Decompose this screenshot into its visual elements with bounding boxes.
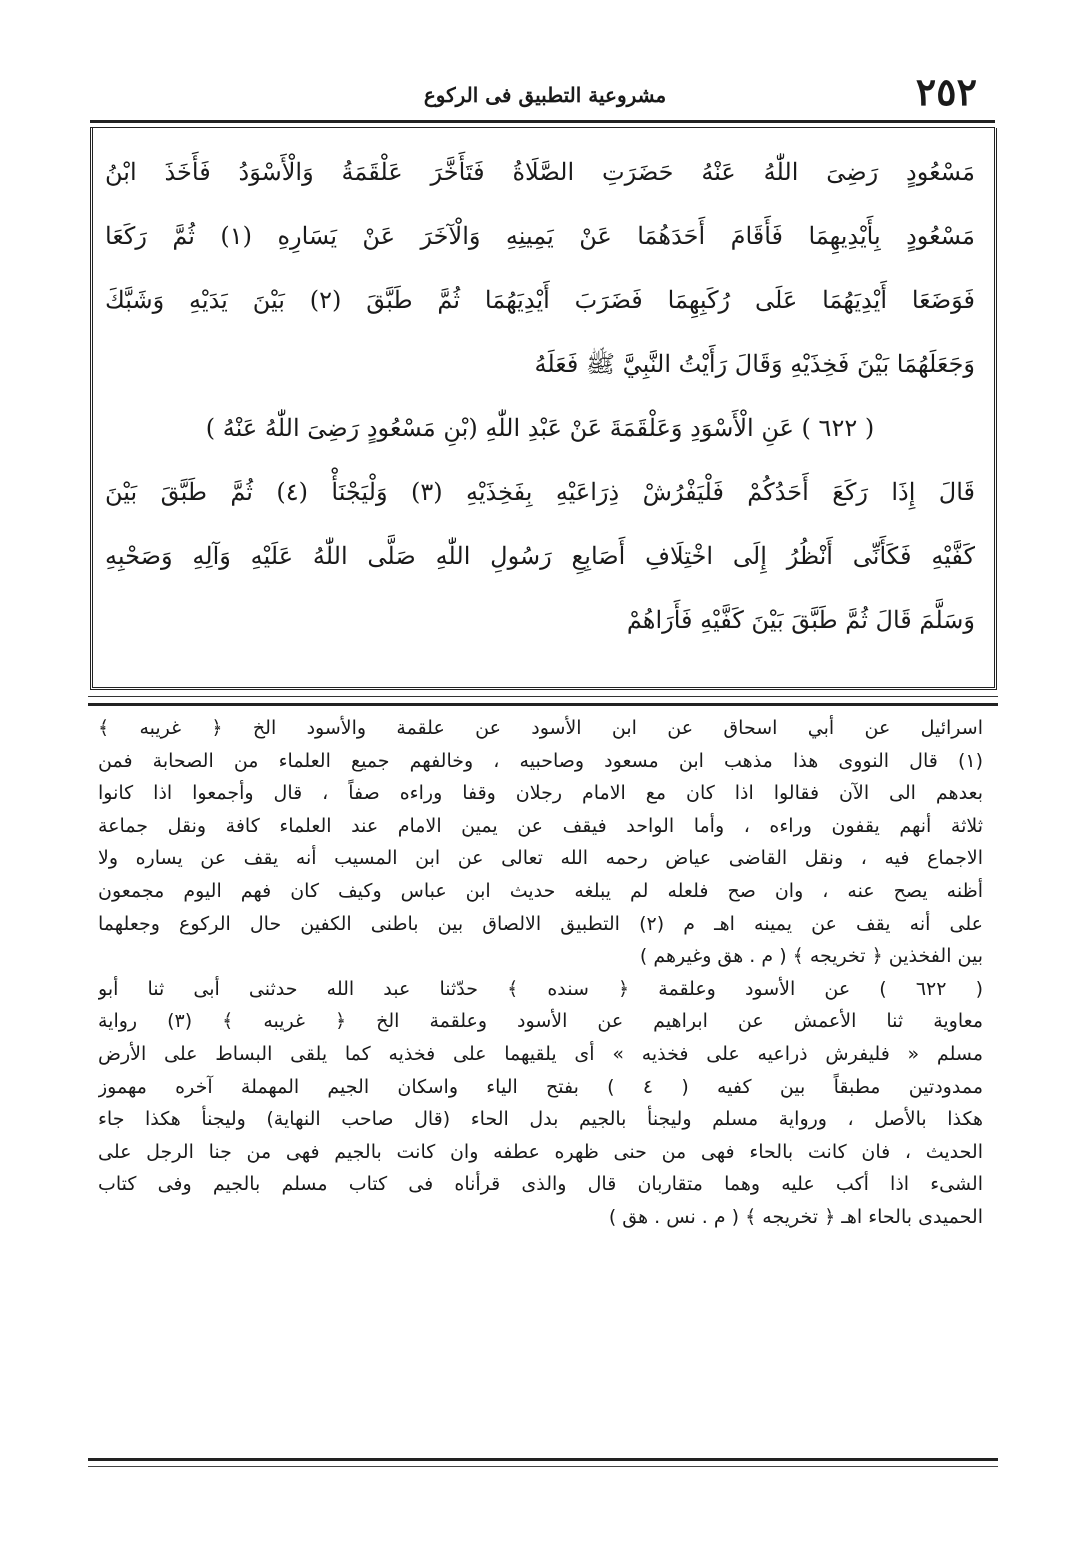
commentary-line: الشىء اذا أكب عليه وهما متقاربان قال والذى قرأناه فى كتاب مسلم بالجيم وفى كتاب — [98, 1173, 983, 1196]
commentary-line: الحديث ، فان كانت بالحاء فهى من حنى ظهره عطفه وان كانت بالجيم فهى من جنا الرجل على — [98, 1140, 983, 1163]
commentary-line: معاوية ثنا الأعمش عن ابراهيم عن الأسود وعلقمة الخ ﴿ غريبه ﴾ (٣) رواية — [98, 1010, 983, 1033]
hadith-line: قَالَ إِذَا رَكَعَ أَحَدُكُمْ فَلْيَفْرُشْ ذِرَاعَيْهِ بِفَخِذَيْهِ (٣) وَلْيَجْنَأْ (٤) ثُمَّ طَبَّقَ بَيْنَ — [105, 478, 975, 506]
hadith-line: فَوَضَعَا أَيْدِيَهُمَا عَلَى رُكَبِهِمَا فَضَرَبَ أَيْدِيَهُمَا ثُمَّ طَبَّقَ (٢) بَيْنَ يَدَيْهِ وَشَبَّكَ — [105, 286, 975, 314]
commentary-line: اسرائيل عن أبي اسحاق عن ابن الأسود عن علقمة والأسود الخ ﴿ غريبه ﴾ — [98, 717, 983, 739]
commentary-line: ممدودتين مطبقاً بين كفيه ( ٤ ) بفتح الياء واسكان الجيم المهملة آخره مهموز — [98, 1075, 983, 1098]
commentary-line: الاجماع فيه ، ونقل القاضى عياض رحمه الله تعالى عن ابن المسيب أنه يقف عن يساره ولا — [98, 847, 983, 870]
hadith-line: وَجَعَلَهُمَا بَيْنَ فَخِذَيْهِ وَقَالَ رَأَيْتُ النَّبِيَّ ﷺ فَعَلَهُ — [534, 350, 975, 378]
hadith-line: مَسْعُودٍ بِأَيْدِيهِمَا فَأَقَامَ أَحَدَهُمَا عَنْ يَمِينِهِ وَالْآخَرَ عَنْ يَسَارِهِ (١) ثُمَّ رَكَعَا — [105, 222, 975, 250]
bottom-rule — [88, 1458, 998, 1467]
commentary-line: (١) قال النووى هذا مذهب ابن مسعود وصاحبيه ، وخالفهم جميع العلماء من الصحابة فمن — [98, 749, 983, 772]
commentary-line: مسلم « فليفرش ذراعيه على فخذيه » أى يلقيهما على فخذيه كما يلقى البساط على الأرض — [98, 1042, 983, 1065]
commentary-line: ثلاثة أنهم يقفون وراءه ، وأما الواحد فيقف عن يمين الامام عند العلماء كافة ونقل جماعة — [98, 814, 983, 837]
page-header — [95, 68, 995, 116]
hadith-line: وَسَلَّمَ قَالَ ثُمَّ طَبَّقَ بَيْنَ كَفَّيْهِ فَأَرَاهُمْ — [626, 606, 975, 634]
commentary-line: على أنه يقف عن يمينه اهـ م (٢) التطبيق الالصاق بين باطنى الكفين حال الركوع وجعلهما — [98, 912, 983, 935]
section-divider — [88, 696, 998, 706]
hadith-line: كَفَّيْهِ فَكَأَنِّى أَنْظُرُ إِلَى اخْتِلَافِ أَصَابِعِ رَسُولِ اللّٰهِ صَلَّى اللّٰهُ عَلَيْهِ وَآلِهِ وَصَحْبِهِ — [105, 542, 975, 570]
hadith-heading-line: ( ٦٢٢ ) عَنِ الْأَسْوَدِ وَعَلْقَمَةَ عَنْ عَبْدِ اللّٰهِ (بْنِ مَسْعُودٍ رَضِىَ اللّٰهُ عَنْهُ ) — [205, 414, 875, 442]
commentary-block — [98, 712, 983, 1234]
commentary-line: هكذا بالأصل ، ورواية مسلم وليجنأ بالجيم بدل الحاء (قال صاحب النهاية) وليجنأ هكذا جاء — [98, 1108, 983, 1131]
top-rule — [90, 120, 995, 128]
hadith-text-block — [105, 140, 975, 652]
running-title: مشروعية التطبيق فى الركوع — [423, 83, 667, 107]
commentary-line: الحميدى بالحاء اهـ ﴿ تخريجه ﴾ ( م . نس . هق ) — [608, 1205, 983, 1228]
commentary-line: أظنه يصح عنه ، وان صح فلعله لم يبلغه حديث ابن عباس وكيف كان فهم اليوم مجمعون — [98, 879, 983, 902]
page-number: ٢٥٢ — [915, 69, 977, 114]
commentary-line: ( ٦٢٢ ) عن الأسود وعلقمة ﴿ سنده ﴾ حدّثنا عبد الله حدثنى أبى ثنا أبو — [98, 977, 983, 1000]
hadith-line: مَسْعُودٍ رَضِىَ اللّٰهُ عَنْهُ حَضَرَتِ الصَّلَاةُ فَتَأَخَّرَ عَلْقَمَةُ وَالْأَسْوَدُ فَأَخَذَ ابْنُ — [105, 158, 975, 186]
commentary-line: بعدهم الى الآن فقالوا اذا كان مع الامام رجلان وقفا وراءه صفاً ، قال وأجمعوا اذا كانوا — [98, 782, 983, 805]
commentary-line: بين الفخذين ﴿ تخريجه ﴾ ( م . هق وغيرهم ) — [639, 945, 983, 968]
